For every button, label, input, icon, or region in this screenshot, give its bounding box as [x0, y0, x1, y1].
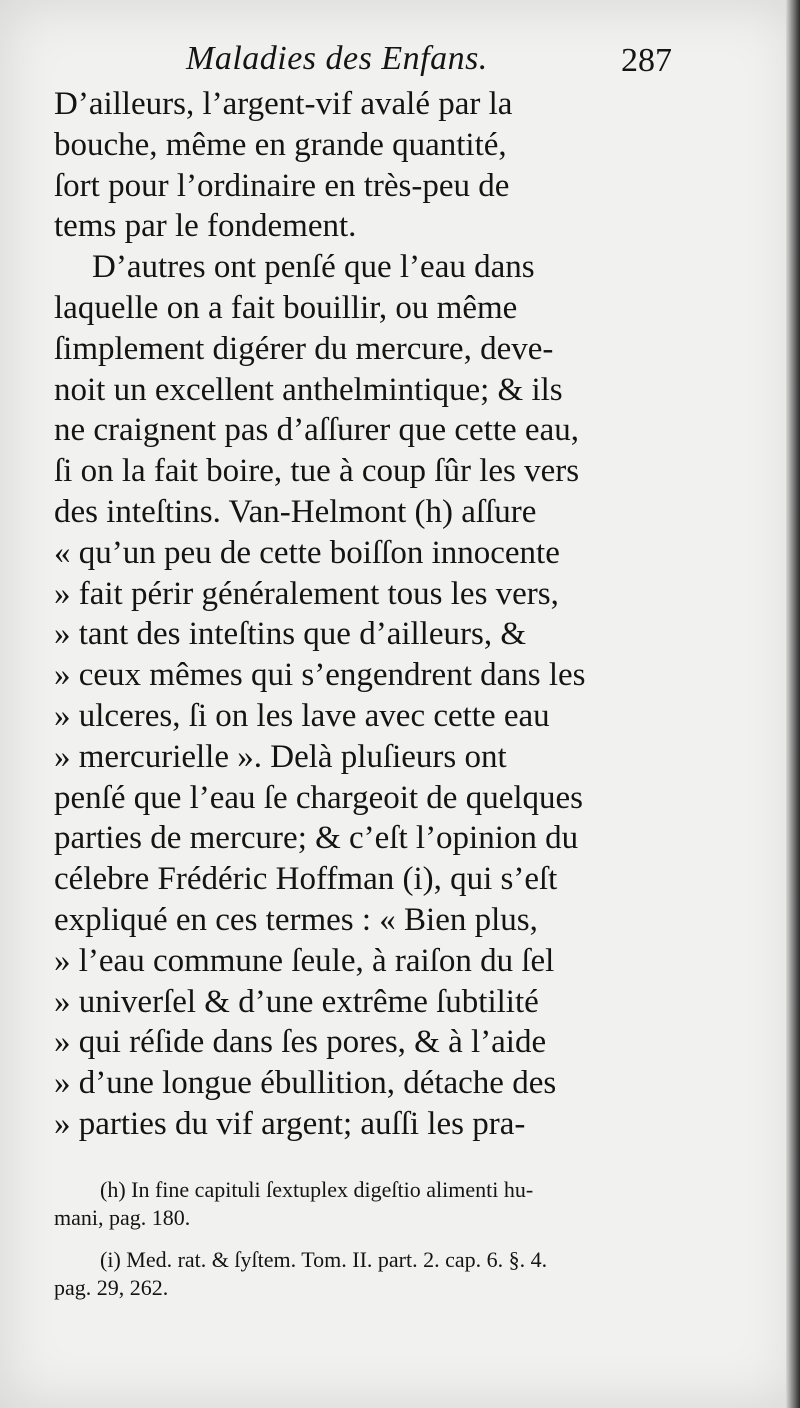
- text-line: » tant des inteſtins que d’ailleurs, &: [54, 616, 526, 653]
- body-text: [54, 84, 672, 1145]
- text-line: » mercurielle ». Delà pluſieurs ont: [54, 738, 507, 775]
- text-line: » ceux mêmes qui s’engendrent dans les: [54, 657, 586, 694]
- text-line: D’autres ont penſé que l’eau dans: [92, 249, 535, 286]
- text-line: noit un excellent anthelmintique; & ils: [54, 371, 563, 408]
- text-line: des inteſtins. Van-Helmont (h) aſſure: [54, 493, 537, 530]
- text-line: penſé que l’eau ſe chargeoit de quelques: [54, 779, 583, 816]
- text-line: D’ailleurs, l’argent-vif avalé par la: [54, 86, 513, 122]
- text-line: laquelle on a fait bouillir, ou même: [54, 289, 518, 326]
- text-line: « qu’un peu de cette boiſſon innocente: [54, 534, 560, 571]
- footnote-i-line-2: pag. 29, 262.: [54, 1275, 169, 1300]
- text-line: » ulceres, ſi on les lave avec cette eau: [54, 697, 550, 734]
- footnote-h-line-1: (h) In fine capituli ſextuplex digeſtio alimenti hu-: [100, 1177, 534, 1202]
- footnotes: [54, 1176, 672, 1302]
- text-line: parties de mercure; & c’eſt l’opinion du: [54, 820, 579, 857]
- text-line: » l’eau commune ſeule, à raiſon du ſel: [54, 942, 555, 979]
- running-title: Maladies des Enfans.: [186, 40, 488, 77]
- text-line: » univerſel & d’une extrême ſubtilité: [54, 983, 539, 1020]
- text-line: » fait périr généralement tous les vers,: [54, 575, 559, 612]
- text-line: » qui réſide dans ſes pores, & à l’aide: [54, 1024, 547, 1061]
- text-line: bouche, même en grande quantité,: [54, 126, 507, 163]
- text-line: ſi on la fait boire, tue à coup ſûr les vers: [54, 453, 580, 490]
- page-edge-shadow: [786, 0, 800, 1408]
- footnote-i-line-1: (i) Med. rat. & ſyſtem. Tom. II. part. 2. cap. 6. §. 4.: [100, 1247, 548, 1272]
- text-line: ne craignent pas d’aſſurer que cette eau,: [54, 412, 579, 449]
- text-line: » d’une longue ébullition, détache des: [54, 1065, 557, 1102]
- text-line: célebre Frédéric Hoffman (i), qui s’eſt: [54, 861, 558, 898]
- text-line: expliqué en ces termes : « Bien plus,: [54, 901, 538, 938]
- text-line: tems par le fondement.: [54, 208, 357, 245]
- footnote-h-line-2: mani, pag. 180.: [54, 1205, 191, 1230]
- text-line: ſort pour l’ordinaire en très-peu de: [54, 167, 510, 204]
- text-line: » parties du vif argent; auſſi les pra-: [54, 1105, 526, 1142]
- page-number: 287: [621, 42, 672, 79]
- text-line: ſimplement digérer du mercure, deve-: [54, 330, 554, 367]
